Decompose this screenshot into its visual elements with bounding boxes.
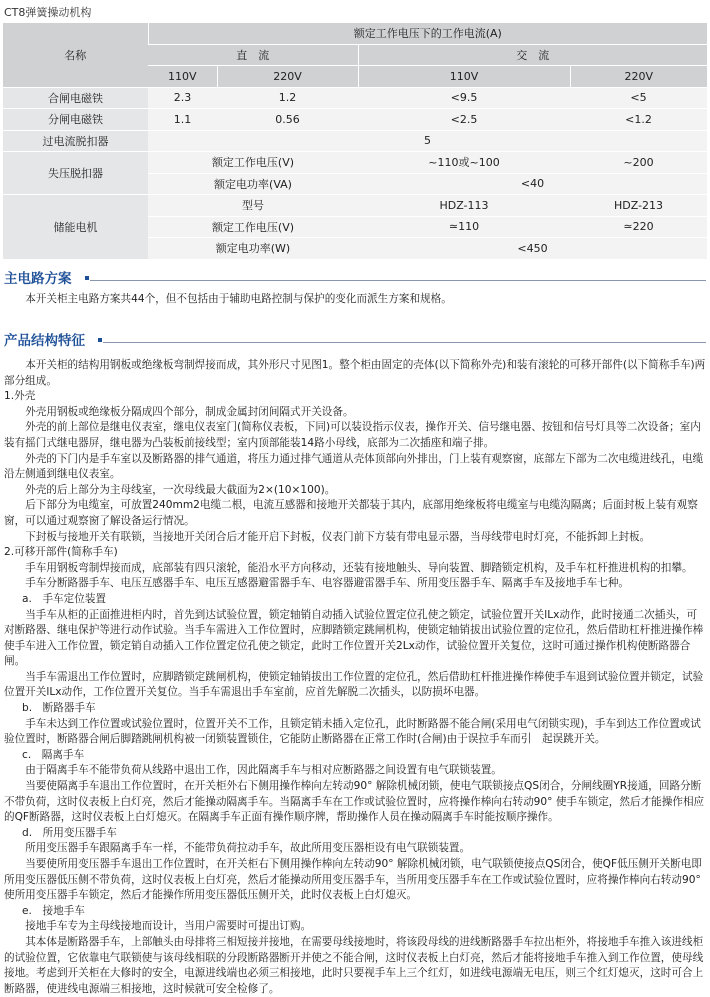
table-row xyxy=(3,130,707,152)
header-ac-220: 220V xyxy=(570,66,707,88)
paragraph: 当手车需退出工作位置时，应脚踏锁定跳闸机构，使锁定轴销拔出工作位置的定位孔，然后借助杠杆推进操作棒使手车退到试验位置并锁定，试验位置开关lLx动作，工作位置开关复位。当手车需退出手车室前，应首先解脱二次插头，以防损坏电器。 xyxy=(4,670,704,699)
cell-value: ≃110 xyxy=(358,216,570,238)
cell-value: 1.1 xyxy=(148,109,217,131)
paragraph: 所用变压器手车跟隔离手车一样，不能带负荷拉动手车，故此所用变压器柜设有电气联锁装置。 xyxy=(25,842,471,855)
row-name: 分闸电磁铁 xyxy=(3,109,148,131)
paragraph: 下封板与接地开关有联锁，当接地开关闭合后才能开启下封板，仪表门前下方装有带电显示器，当母线带电时灯亮，不能拆卸上封板。 xyxy=(25,530,651,543)
paragraph: 手车未达到工作位置或试验位置时，位置开关不工作，且锁定销未插入定位孔，此时断路器不能合闸(采用电气闭锁实现)，手车到达工作位置或试验位置时，断路器合闸后脚踏跳闸机构被一闭锁装置锁住，它能防止断路器在正常工作时(合闸)由于误拉手车而引 起误跳开关。 xyxy=(4,717,701,746)
row-name: 储能电机 xyxy=(3,195,148,260)
paragraph: 手车用钢板弯制焊接而成，底部装有四只滚轮，能沿水平方向移动，还装有接地触头、导向装置、脚踏锁定机构，及手车杠杆推进机构的扣攀。 xyxy=(25,561,693,574)
cell-value: ~200 xyxy=(570,152,707,174)
cell-label: 额定电功率(W) xyxy=(148,238,358,260)
section-heading-main-circuit: 主电路方案 xyxy=(4,271,72,287)
heading-marker xyxy=(85,276,89,280)
header-dc-220: 220V xyxy=(217,66,358,88)
subheading: e. 接地手车 xyxy=(22,904,85,917)
coil-current-table xyxy=(3,23,707,260)
cell-label: 型号 xyxy=(148,195,358,217)
paragraph: 外壳的前上部位是继电仪表室，继电仪表室门(简称仪表板，下同)可以装设指示仪表，操作开关、信号继电器、按钮和信号灯具等二次设备；室内装有摇门式继电器屏，继电器为凸装板前接线型；室内顶部能装14路小母线，底部为二次插座和端子排。 xyxy=(4,421,701,449)
row-name: 合闸电磁铁 xyxy=(3,87,148,109)
cell-value: 1.2 xyxy=(217,87,358,109)
section-heading-structure: 产品结构特征 xyxy=(4,333,85,349)
cell-value: <9.5 xyxy=(358,87,570,109)
cell-value: 2.3 xyxy=(148,87,217,109)
cell-value: 5 xyxy=(148,130,707,152)
paragraph: 其本体是断路器手车，上部触头由母排将三相短接并接地，在需要母线接地时，将该段母线的进线断路器手车拉出柜外，将接地手车推入该进线柜的试验位置，它依靠电气联锁使与该母线相联的分段断路器断开并使之不能合闸，这时仪表板上白灯亮，然后才能将接地手车推入到工作位置，使母线接地。考虑到开关柜在大修时的安全，电源进线端也必须三相接地，此时只要视手车上三个红灯，如进线电源端无电压，则三个红灯熄灭，这时可合上断路器，使进线电源端三相接地，这时候就可安全检修了。 xyxy=(4,935,704,995)
subheading: a. 手车定位装置 xyxy=(22,592,107,605)
cell-value: <2.5 xyxy=(358,109,570,131)
cell-value: 0.56 xyxy=(217,109,358,131)
table-row xyxy=(3,87,707,109)
heading-marker xyxy=(98,338,102,342)
cell-value: HDZ-213 xyxy=(570,195,707,217)
paragraph: 后下部分为电缆室，可放置240mm2电缆二根，电流互感器和接地开关都装于其内，底部用绝缘板将电缆室与电缆沟隔离；后面封板上装有观察窗，可以通过观察窗了解设备运行情况。 xyxy=(4,499,698,527)
section-structure-body xyxy=(4,358,706,997)
paragraph: 手车分断路器手车、电压互感器手车、电压互感器避雷器手车、电容器避雷器手车、所用变压器手车、隔离手车及接地手车七种。 xyxy=(25,577,630,590)
subheading: c. 隔离手车 xyxy=(22,748,85,761)
document-title: CT8弹簧操动机构 xyxy=(4,6,92,19)
header-dc: 直 流 xyxy=(148,44,358,66)
cell-value: ≃220 xyxy=(570,216,707,238)
table-row xyxy=(3,152,707,174)
table-row xyxy=(3,195,707,217)
cell-value: <40 xyxy=(358,173,707,195)
header-ac: 交 流 xyxy=(358,44,707,66)
paragraph: 当要使隔离手车退出工作位置时，在开关柜外右下侧用操作棒向左转动90° 解除机械闭锁，使电气联锁接点QS闭合，分闸线圈YR接通，回路分断不带负荷，这时仪表板上白灯亮，然后才能操动隔离手车。当隔离手车在工作或试验位置时，应将操作棒向右转动90° 使手车锁定，然后才能操作相应的QF断路器，这时仪表板上白灯熄灭。在隔离手车正面有操作顺序牌，帮助操作人员在操动隔离手车时能按顺序操作。 xyxy=(4,780,705,824)
header-ac-110: 110V xyxy=(358,66,570,88)
heading-rule xyxy=(90,280,706,281)
paragraph: 外壳的下门内是手车室以及断路器的排气通道，将压力通过排气通道从壳体顶部向外排出，门上装有观察窗，底部左下部为二次电缆进线孔，电缆沿左侧通到继电仪表室。 xyxy=(4,452,704,481)
table-row xyxy=(3,109,707,131)
paragraph: 当要使所用变压器手车退出工作位置时，在开关柜右下侧用操作棒向左转动90° 解除机械闭锁，电气联锁使接点QS闭合，使QF低压侧开关断电即所用变压器低压侧不带负荷，这时仪表板上白灯亮，然后才能操动所用变压器手车，当所用变压器手车在工作或试验位置时，应将操作棒向右转动90° 使所用变压器手车锁定，然后才能操作所用变压器低压侧开关，此时仪表板上白灯熄灭。 xyxy=(4,858,702,902)
subheading: d. 所用变压器手车 xyxy=(22,826,117,839)
paragraph: 当手车从柜的正面推进柜内时，首先到达试验位置，锁定轴销自动插入试验位置定位孔使之锁定，试验位置开关lLx动作，此时接通二次插头，可对断路器、继电保护等进行动作试验。当手车需进入工作位置时，应脚踏锁定跳闸机构，使锁定轴销拔出试验位置的定位孔，然后借助杠杆推进操作棒使手车进入工作位置，锁定销自动插入工作位置定位孔使之锁定，此时工作位置开关2Lx动作，试验位置开关复位，这时可通过操作机构使断路器合闸。 xyxy=(4,608,704,668)
paragraph: 本开关柜的结构用钢板或绝缘板弯制焊接而成，其外形尺寸见图1。整个柜由固定的壳体(以下简称外壳)和装有滚轮的可移开部件(以下简称手车)两部分组成。 xyxy=(4,359,706,387)
cell-label: 额定工作电压(V) xyxy=(148,216,358,238)
paragraph: 外壳的后上部分为主母线室，一次母线最大截面为2×(10×100)。 xyxy=(25,483,336,496)
header-name: 名称 xyxy=(3,23,148,87)
subheading: 2.可移开部件(简称手车) xyxy=(4,546,118,559)
header-current-group: 额定工作电压下的工作电流(A) xyxy=(148,23,707,44)
cell-value: <450 xyxy=(358,238,707,260)
cell-value: HDZ-113 xyxy=(358,195,570,217)
paragraph: 由于隔离手车不能带负荷从线路中退出工作，因此隔离手车与相对应断路器之间设置有电气联锁装置。 xyxy=(25,764,502,777)
cell-value: <1.2 xyxy=(570,109,707,131)
subheading: 1.外壳 xyxy=(4,390,36,403)
cell-value: ~110或~100 xyxy=(358,152,570,174)
heading-rule xyxy=(103,342,706,343)
section-main-circuit-body xyxy=(4,292,706,308)
cell-label: 额定电功率(VA) xyxy=(148,173,358,195)
row-name: 过电流脱扣器 xyxy=(3,130,148,152)
paragraph: 接地手车专为主母线接地而设计，当用户需要时可提出订购。 xyxy=(25,920,312,933)
paragraph: 本开关柜主电路方案共44个，但不包括由于辅助电路控制与保护的变化而派生方案和规格。 xyxy=(25,293,452,305)
subheading: b. 断路器手车 xyxy=(22,702,96,715)
cell-value: <5 xyxy=(570,87,707,109)
header-dc-110: 110V xyxy=(148,66,217,88)
paragraph: 外壳用钢板或绝缘板分隔成四个部分，制成金属封闭间隔式开关设备。 xyxy=(25,405,354,418)
row-name: 失压脱扣器 xyxy=(3,152,148,195)
cell-label: 额定工作电压(V) xyxy=(148,152,358,174)
